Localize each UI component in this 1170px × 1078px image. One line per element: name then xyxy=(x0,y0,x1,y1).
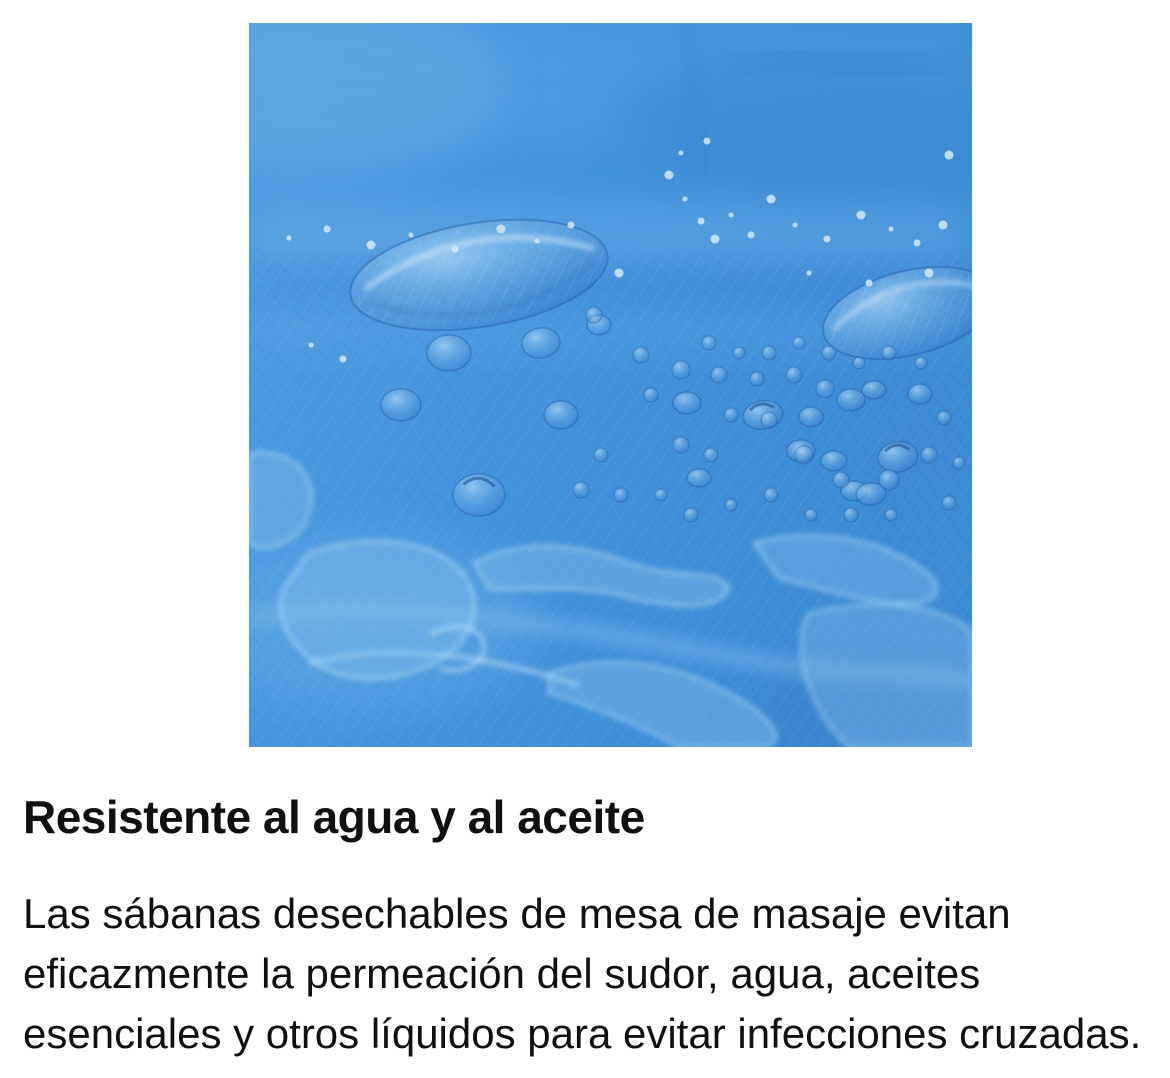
paragraph-line: Las sábanas desechables de mesa de masaje evitan xyxy=(23,890,1011,937)
paragraph-line: eficazmente la permeación del sudor, agua, aceites xyxy=(23,950,981,997)
product-image xyxy=(249,23,972,747)
section-paragraph xyxy=(23,884,1141,1064)
paragraph-line: esenciales y otros líquidos para evitar infecciones cruzadas. xyxy=(23,1010,1142,1057)
section-heading: Resistente al agua y al aceite xyxy=(23,791,645,843)
waterproof-sheet-photo xyxy=(249,23,972,747)
